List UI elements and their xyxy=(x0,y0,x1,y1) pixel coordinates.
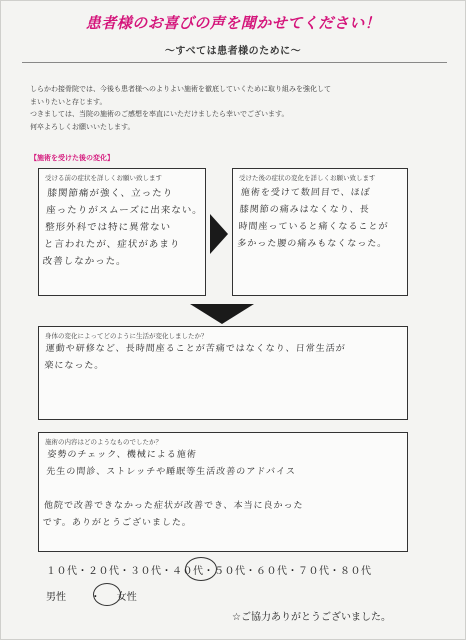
after-symptoms-question: 受けた後の症状の変化を詳しくお願い致します xyxy=(239,174,376,182)
before-symptoms-question: 受ける前の症状を詳しくお願い致します xyxy=(45,174,162,182)
gender-options xyxy=(46,588,137,603)
answer-line: 施術を受けて数回目で、ほぼ xyxy=(240,188,371,198)
answer-line: 先生の問診、ストレッチや睡眠等生活改善のアドバイス xyxy=(45,467,297,477)
answer-line: 姿勢のチェック、機械による施術 xyxy=(47,450,198,460)
gender-option-male[interactable]: 男性 xyxy=(46,592,66,603)
answer-line: 改善しなかった。 xyxy=(42,256,128,267)
age-options: １０代・２０代・３０代・４０代・５０代・６０代・７０代・８０代 xyxy=(46,562,372,577)
answer-line: 運動や研修など、長時間座ることが苦痛ではなくなり、日常生活が xyxy=(45,344,346,354)
life-change-answer xyxy=(44,341,346,375)
gender-option-female[interactable]: 女性 xyxy=(116,592,137,603)
age-option-10s[interactable]: １０代 xyxy=(46,566,78,577)
answer-line: 膝関節痛が強く、立ったり xyxy=(46,188,174,199)
intro-line: しらかわ接骨院では、今後も患者様へのよりよい施術を徹底していくために取り組みを強化して xyxy=(30,85,331,93)
treatment-content-question: 施術の内容はどのようなものでしたか？ xyxy=(45,438,162,446)
after-symptoms-box[interactable] xyxy=(232,168,408,296)
thanks-message: ☆ご協力ありがとうございました。 xyxy=(232,612,391,623)
age-option-30s[interactable]: ３０代 xyxy=(130,566,162,577)
answer-line: 他院で改善できなかった症状が改善でき、本当に良かった xyxy=(43,501,304,511)
answer-line: です。ありがとうございました。 xyxy=(42,518,193,528)
treatment-content-answer xyxy=(42,447,308,532)
age-option-20s[interactable]: ２０代 xyxy=(88,566,120,577)
life-change-question: 身体の変化によってどのように生活が変化しましたか？ xyxy=(45,332,208,340)
age-option-50s[interactable]: ５０代 xyxy=(214,566,246,577)
intro-line: つきましては、当院の施術のご感想を率直にいただけましたら幸いでございます。 xyxy=(30,110,289,118)
age-option-70s[interactable]: ７０代 xyxy=(298,566,330,577)
page-title: 患者様のお喜びの声を聞かせてください！ xyxy=(85,14,381,32)
age-option-40s[interactable]: ４０代 xyxy=(172,566,204,577)
answer-line xyxy=(44,481,305,498)
intro-text xyxy=(30,83,430,133)
treatment-content-box[interactable] xyxy=(38,432,408,552)
section-label: 【施術を受けた後の変化】 xyxy=(30,154,114,162)
answer-line: と言われたが、症状があまり xyxy=(43,239,181,250)
age-selection-circle xyxy=(185,557,217,581)
answer-line: 楽になった。 xyxy=(44,361,105,371)
answer-line: 多かった腰の痛みもなくなった。 xyxy=(236,239,388,249)
age-option-80s[interactable]: ８０代 xyxy=(340,566,372,577)
before-symptoms-box[interactable] xyxy=(38,168,206,296)
gender-selection-circle xyxy=(93,583,121,606)
answer-line: 整形外科では特に異常ない xyxy=(44,222,172,233)
gender-separator: ・ xyxy=(90,592,101,603)
arrow-down-icon xyxy=(190,304,254,324)
arrow-right-icon xyxy=(210,214,228,254)
before-symptoms-answer xyxy=(42,185,205,270)
life-change-box[interactable] xyxy=(38,326,408,420)
intro-line: まいりたいと存じます。 xyxy=(30,97,107,106)
header-divider xyxy=(22,62,447,63)
intro-line: 何卒よろしくお願いいたします。 xyxy=(30,122,135,131)
after-symptoms-answer xyxy=(237,185,392,253)
answer-line: 時間座っていると痛くなることが xyxy=(238,222,389,232)
answer-line: 座ったりがスムーズに出来ない。 xyxy=(45,205,204,216)
page-subtitle: ～すべては患者様のために～ xyxy=(164,46,302,57)
age-option-60s[interactable]: ６０代 xyxy=(256,566,288,577)
answer-line: 膝関節の痛みはなくなり、長 xyxy=(239,205,370,215)
